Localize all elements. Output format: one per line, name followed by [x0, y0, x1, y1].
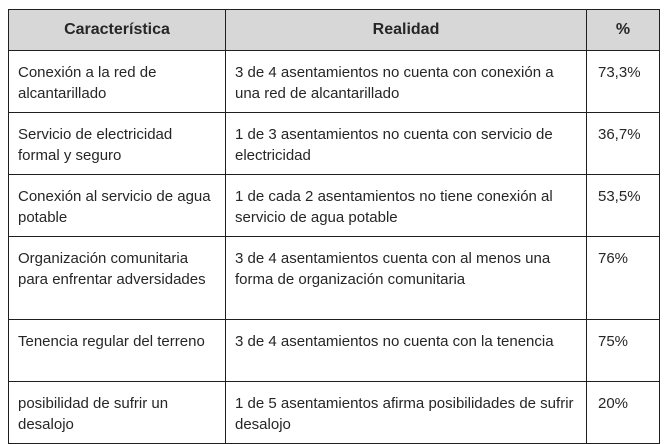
header-caracteristica: Característica: [9, 10, 226, 51]
cell-caracteristica: Conexión al servicio de agua potable: [9, 175, 226, 237]
cell-porcentaje: 76%: [587, 237, 660, 320]
cell-porcentaje: 20%: [587, 382, 660, 444]
cell-porcentaje: 53,5%: [587, 175, 660, 237]
cell-caracteristica: posibilidad de sufrir un desalojo: [9, 382, 226, 444]
cell-caracteristica: Servicio de electricidad formal y seguro: [9, 113, 226, 175]
cell-porcentaje: 36,7%: [587, 113, 660, 175]
table-header-row: [9, 10, 660, 51]
cell-porcentaje: 73,3%: [587, 51, 660, 113]
header-porcentaje: %: [587, 10, 660, 51]
cell-realidad: 3 de 4 asentamientos no cuenta con conexión a una red de alcantarillado: [226, 51, 587, 113]
cell-caracteristica: Conexión a la red de alcantarillado: [9, 51, 226, 113]
cell-realidad: 1 de 5 asentamientos afirma posibilidades de sufrir desalojo: [226, 382, 587, 444]
cell-realidad: 3 de 4 asentamientos cuenta con al menos una forma de organización comunitaria: [226, 237, 587, 320]
cell-realidad: 3 de 4 asentamientos no cuenta con la tenencia: [226, 320, 587, 382]
table-row: [9, 382, 660, 444]
cell-caracteristica: Tenencia regular del terreno: [9, 320, 226, 382]
cell-realidad: 1 de cada 2 asentamientos no tiene conexión al servicio de agua potable: [226, 175, 587, 237]
cell-porcentaje: 75%: [587, 320, 660, 382]
header-realidad: Realidad: [226, 10, 587, 51]
cell-realidad: 1 de 3 asentamientos no cuenta con servicio de electricidad: [226, 113, 587, 175]
data-table-container: [8, 9, 659, 444]
cell-caracteristica: Organización comunitaria para enfrentar adversidades: [9, 237, 226, 320]
table-row: [9, 51, 660, 113]
table-row: [9, 175, 660, 237]
table-row: [9, 320, 660, 382]
table-row: [9, 237, 660, 320]
settlements-table: [8, 9, 660, 444]
table-row: [9, 113, 660, 175]
